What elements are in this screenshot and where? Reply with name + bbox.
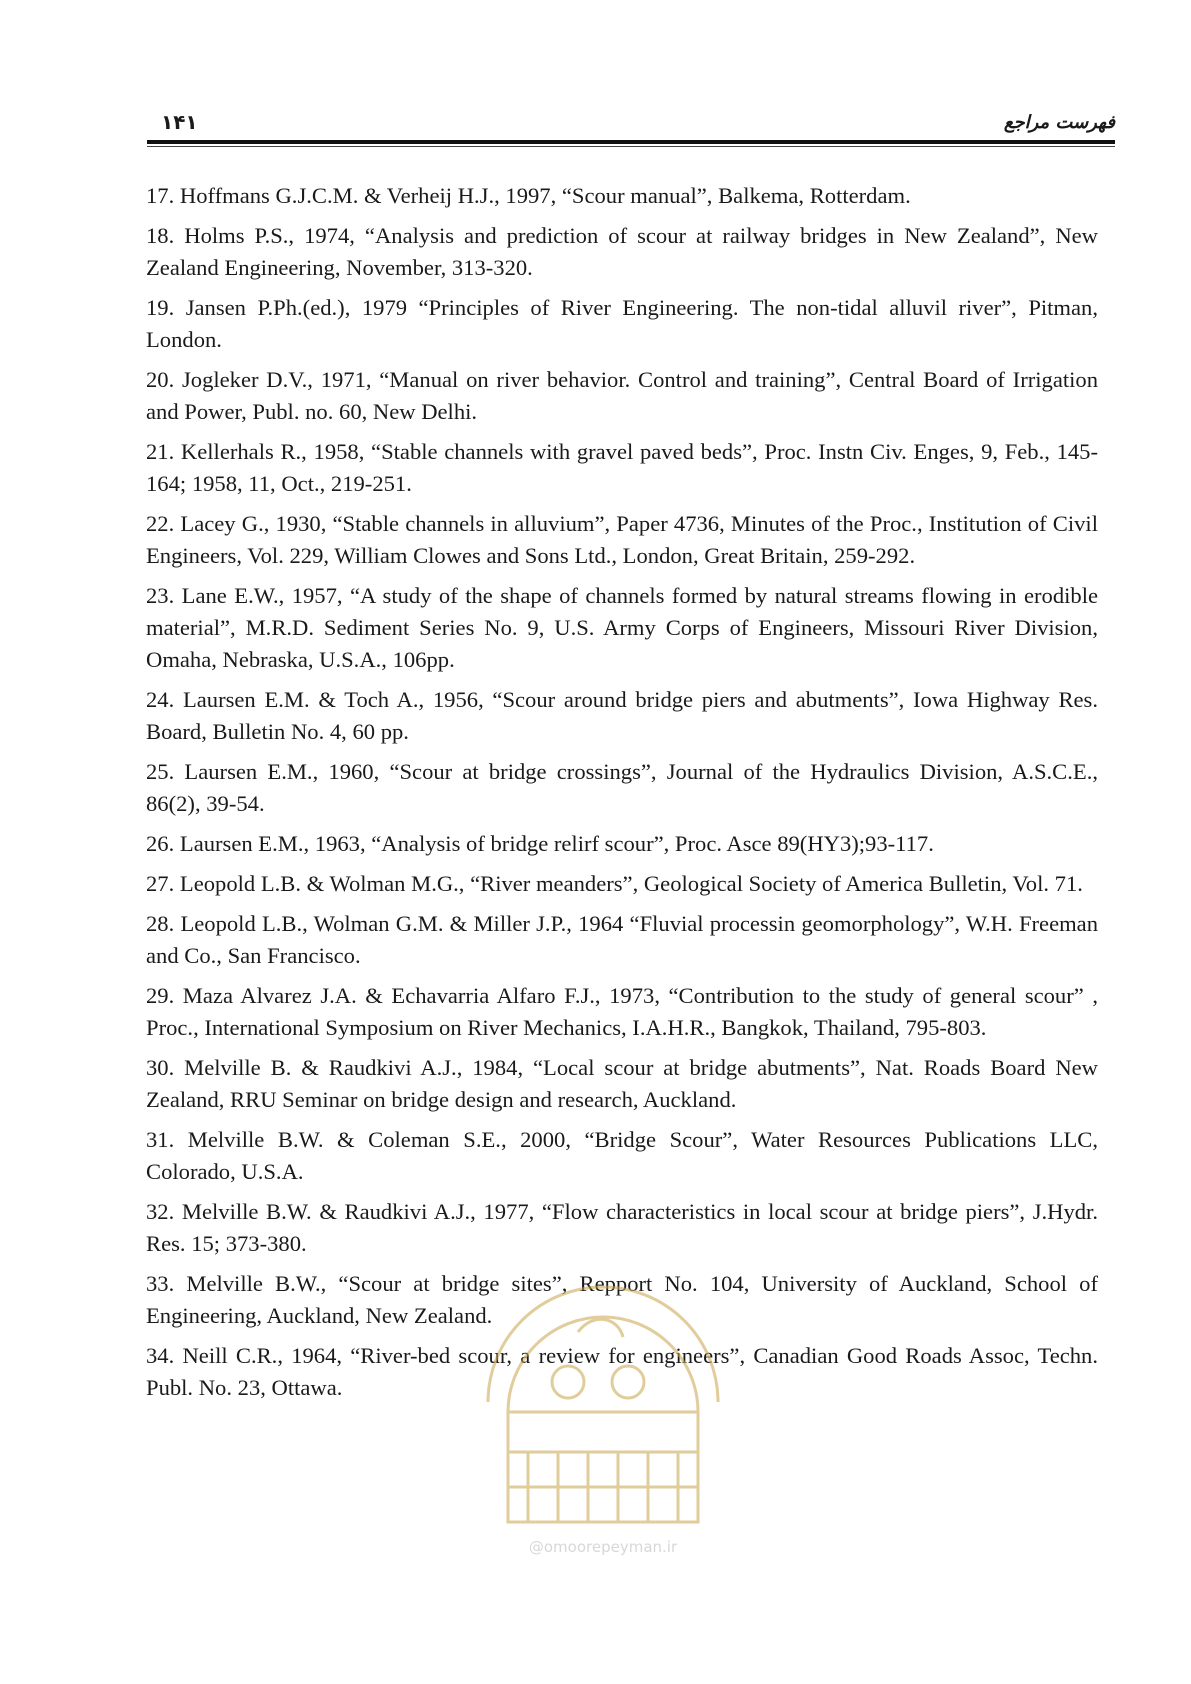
reference-item: 25. Laursen E.M., 1960, “Scour at bridge crossings”, Journal of the Hydraulics Division, A.S.C.E., 86(2), 39-54. <box>146 759 1098 816</box>
reference-item: 22. Lacey G., 1930, “Stable channels in alluvium”, Paper 4736, Minutes of the Proc., Institution of Civil Engineers, Vol. 229, William Clowes and Sons Ltd., London, Great Britain, 259-292. <box>146 511 1098 568</box>
page-number: ۱۴۱ <box>161 110 198 134</box>
page-header <box>147 104 1115 144</box>
reference-item: 21. Kellerhals R., 1958, “Stable channels with gravel paved beds”, Proc. Instn Civ. Enges, 9, Feb., 145-164; 1958, 11, Oct., 219-251. <box>146 439 1098 496</box>
reference-item: 26. Laursen E.M., 1963, “Analysis of bridge relirf scour”, Proc. Asce 89(HY3);93-117. <box>146 831 934 856</box>
reference-item: 18. Holms P.S., 1974, “Analysis and prediction of scour at railway bridges in New Zealand”, New Zealand Engineering, November, 313-320. <box>146 223 1098 280</box>
section-title: فهرست مراجع <box>1003 112 1115 133</box>
reference-item: 28. Leopold L.B., Wolman G.M. & Miller J.P., 1964 “Fluvial processin geomorphology”, W.H. Freeman and Co., San Francisco. <box>146 911 1098 968</box>
header-rule-thin <box>147 146 1115 147</box>
reference-item: 17. Hoffmans G.J.C.M. & Verheij H.J., 1997, “Scour manual”, Balkema, Rotterdam. <box>146 183 911 208</box>
reference-item: 24. Laursen E.M. & Toch A., 1956, “Scour around bridge piers and abutments”, Iowa Highway Res. Board, Bulletin No. 4, 60 pp. <box>146 687 1098 744</box>
reference-item: 29. Maza Alvarez J.A. & Echavarria Alfaro F.J., 1973, “Contribution to the study of general scour” , Proc., International Symposium on River Mechanics, I.A.H.R., Bangkok, Thailand, 795-803. <box>146 983 1098 1040</box>
header-rule <box>147 140 1115 144</box>
reference-item: 23. Lane E.W., 1957, “A study of the shape of channels formed by natural streams flowing in erodible material”, M.R.D. Sediment Series No. 9, U.S. Army Corps of Engineers, Missouri River Division, Omaha, Nebraska, U.S.A., 106pp. <box>146 583 1098 672</box>
reference-item: 19. Jansen P.Ph.(ed.), 1979 “Principles of River Engineering. The non-tidal alluvil river”, Pitman, London. <box>146 295 1098 352</box>
reference-item: 27. Leopold L.B. & Wolman M.G., “River meanders”, Geological Society of America Bulletin, Vol. 71. <box>146 871 1083 896</box>
watermark-seal-icon <box>468 1262 738 1532</box>
watermark <box>468 1262 738 1562</box>
reference-item: 32. Melville B.W. & Raudkivi A.J., 1977, “Flow characteristics in local scour at bridge piers”, J.Hydr. Res. 15; 373-380. <box>146 1199 1098 1256</box>
reference-item: 20. Jogleker D.V., 1971, “Manual on river behavior. Control and training”, Central Board of Irrigation and Power, Publ. no. 60, New Delhi. <box>146 367 1098 424</box>
reference-list <box>146 180 1098 1412</box>
reference-item: 31. Melville B.W. & Coleman S.E., 2000, “Bridge Scour”, Water Resources Publications LLC, Colorado, U.S.A. <box>146 1127 1098 1184</box>
reference-item: 30. Melville B. & Raudkivi A.J., 1984, “Local scour at bridge abutments”, Nat. Roads Board New Zealand, RRU Seminar on bridge design and research, Auckland. <box>146 1055 1098 1112</box>
reference-item: 34. Neill C.R., 1964, “River-bed scour, a review for engineers”, Canadian Good Roads Assoc, Techn. Publ. No. 23, Ottawa. <box>146 1343 1098 1400</box>
watermark-text: @omoorepeyman.ir <box>528 1538 678 1556</box>
reference-item: 33. Melville B.W., “Scour at bridge sites”, Repport No. 104, University of Auckland, School of Engineering, Auckland, New Zealand. <box>146 1271 1098 1328</box>
